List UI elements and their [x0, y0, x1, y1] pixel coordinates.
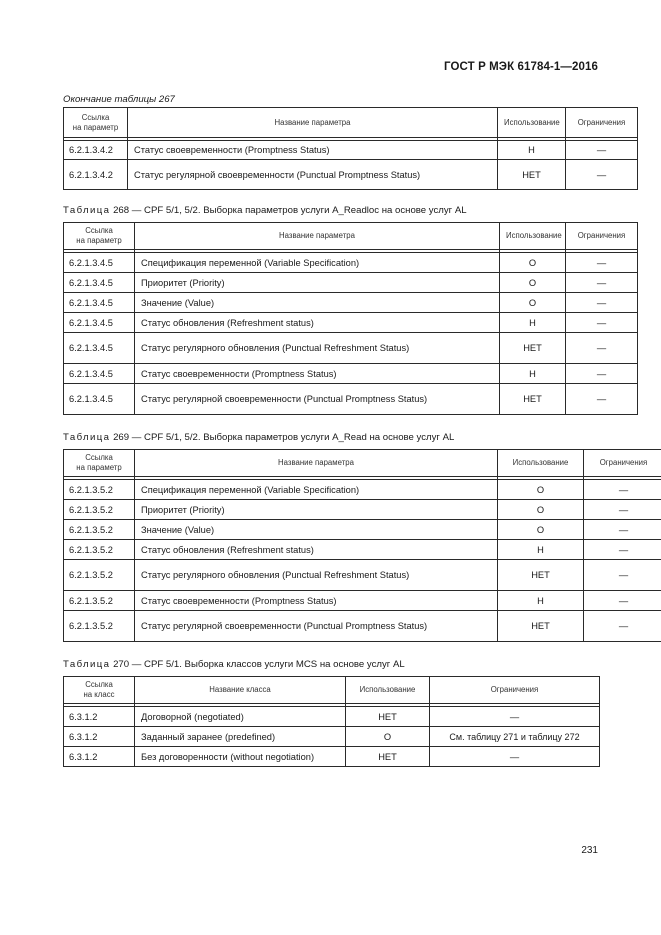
col-header-limits: Ограничения [584, 450, 661, 477]
cell-name: Статус своевременности (Promptness Status) [128, 141, 498, 160]
cell-limits: — [566, 333, 638, 364]
table-row [64, 560, 661, 591]
cell-usage: О [498, 480, 584, 500]
cell-name: Статус своевременности (Promptness Status) [135, 591, 498, 611]
cell-name: Статус обновления (Refreshment status) [135, 313, 500, 333]
cell-limits: — [566, 364, 638, 384]
cell-ref: 6.2.1.3.4.2 [64, 141, 128, 160]
table-269-caption: Таблица 269 — CPF 5/1, 5/2. Выборка параметров услуги A_Read на основе услуг AL [63, 432, 455, 443]
document-standard-header: ГОСТ Р МЭК 61784-1—2016 [444, 61, 598, 73]
table-270-caption: Таблица 270 — CPF 5/1. Выборка классов услуги MCS на основе услуг AL [63, 659, 405, 670]
col-header-ref: Ссылка на параметр [64, 223, 135, 250]
cell-usage: О [498, 500, 584, 520]
cell-usage: Н [500, 313, 566, 333]
page-number: 231 [581, 845, 598, 856]
cell-limits: — [584, 611, 661, 642]
table-row [64, 253, 638, 273]
col-header-name: Название класса [135, 677, 346, 704]
col-header-name: Название параметра [128, 108, 498, 138]
cell-name: Спецификация переменной (Variable Specification) [135, 253, 500, 273]
col-header-ref: Ссылка на класс [64, 677, 135, 704]
cell-usage: О [500, 293, 566, 313]
cell-name: Спецификация переменной (Variable Specification) [135, 480, 498, 500]
table-row [64, 313, 638, 333]
cell-ref: 6.3.1.2 [64, 747, 135, 767]
cell-name: Статус регулярного обновления (Punctual Refreshment Status) [135, 560, 498, 591]
cell-usage: НЕТ [498, 160, 566, 190]
cell-ref: 6.2.1.3.5.2 [64, 500, 135, 520]
cell-limits: — [566, 160, 638, 190]
table-row [64, 520, 661, 540]
cell-name: Заданный заранее (predefined) [135, 727, 346, 747]
cell-name: Статус обновления (Refreshment status) [135, 540, 498, 560]
cell-usage: НЕТ [498, 611, 584, 642]
cell-name: Статус регулярной своевременности (Punctual Promptness Status) [135, 384, 500, 415]
cell-usage: НЕТ [346, 707, 430, 727]
col-header-name: Название параметра [135, 450, 498, 477]
table-row [64, 480, 661, 500]
cell-ref: 6.2.1.3.5.2 [64, 520, 135, 540]
cell-name: Без договоренности (without negotiation) [135, 747, 346, 767]
table-header-row [64, 223, 638, 250]
cell-limits: — [584, 560, 661, 591]
cell-usage: НЕТ [500, 333, 566, 364]
cell-ref: 6.2.1.3.5.2 [64, 591, 135, 611]
cell-name: Статус регулярной своевременности (Punctual Promptness Status) [135, 611, 498, 642]
cell-ref: 6.2.1.3.5.2 [64, 611, 135, 642]
table-268 [63, 222, 638, 415]
cell-limits: — [566, 313, 638, 333]
table-row [64, 293, 638, 313]
cell-usage: НЕТ [498, 560, 584, 591]
cell-limits: — [584, 500, 661, 520]
cell-name: Значение (Value) [135, 293, 500, 313]
col-header-limits: Ограничения [566, 223, 638, 250]
cell-limits: — [584, 540, 661, 560]
table-row [64, 540, 661, 560]
cell-usage: О [498, 520, 584, 540]
cell-limits: См. таблицу 271 и таблицу 272 [430, 727, 600, 747]
cell-limits: — [566, 293, 638, 313]
col-header-limits: Ограничения [566, 108, 638, 138]
cell-name: Договорной (negotiated) [135, 707, 346, 727]
cell-ref: 6.2.1.3.4.5 [64, 364, 135, 384]
cell-usage: Н [500, 364, 566, 384]
cell-ref: 6.2.1.3.5.2 [64, 480, 135, 500]
table-header-row [64, 450, 661, 477]
cell-limits: — [566, 141, 638, 160]
col-header-ref: Ссылка на параметр [64, 450, 135, 477]
cell-name: Приоритет (Priority) [135, 500, 498, 520]
cell-usage: Н [498, 141, 566, 160]
table-270 [63, 676, 600, 767]
cell-limits: — [430, 707, 600, 727]
col-header-ref: Ссылка на параметр [64, 108, 128, 138]
table-row [64, 747, 600, 767]
cell-ref: 6.2.1.3.4.5 [64, 313, 135, 333]
cell-limits: — [584, 591, 661, 611]
cell-name: Статус своевременности (Promptness Status) [135, 364, 500, 384]
cell-usage: Н [498, 540, 584, 560]
table-row [64, 591, 661, 611]
col-header-usage: Использование [500, 223, 566, 250]
col-header-usage: Использование [498, 108, 566, 138]
cell-ref: 6.2.1.3.4.5 [64, 384, 135, 415]
cell-usage: О [500, 253, 566, 273]
table-row [64, 141, 638, 160]
table-row [64, 384, 638, 415]
table-row [64, 500, 661, 520]
cell-ref: 6.3.1.2 [64, 727, 135, 747]
continuation-caption: Окончание таблицы 267 [63, 94, 175, 105]
cell-ref: 6.2.1.3.4.5 [64, 293, 135, 313]
cell-limits: — [566, 253, 638, 273]
cell-ref: 6.2.1.3.4.5 [64, 333, 135, 364]
col-header-limits: Ограничения [430, 677, 600, 704]
cell-limits: — [430, 747, 600, 767]
cell-name: Статус регулярной своевременности (Punctual Promptness Status) [128, 160, 498, 190]
cell-ref: 6.2.1.3.4.5 [64, 273, 135, 293]
cell-limits: — [584, 520, 661, 540]
cell-usage: Н [498, 591, 584, 611]
cell-limits: — [566, 273, 638, 293]
table-row [64, 273, 638, 293]
cell-ref: 6.3.1.2 [64, 707, 135, 727]
table-row [64, 333, 638, 364]
col-header-name: Название параметра [135, 223, 500, 250]
table-header-row [64, 108, 638, 138]
table-267 [63, 107, 638, 190]
cell-usage: О [500, 273, 566, 293]
cell-name: Значение (Value) [135, 520, 498, 540]
table-row [64, 364, 638, 384]
cell-name: Статус регулярного обновления (Punctual Refreshment Status) [135, 333, 500, 364]
table-header-row [64, 677, 600, 704]
table-row [64, 611, 661, 642]
cell-ref: 6.2.1.3.4.2 [64, 160, 128, 190]
cell-ref: 6.2.1.3.5.2 [64, 560, 135, 591]
cell-ref: 6.2.1.3.4.5 [64, 253, 135, 273]
col-header-usage: Использование [498, 450, 584, 477]
table-269 [63, 449, 661, 642]
cell-usage: НЕТ [346, 747, 430, 767]
cell-limits: — [566, 384, 638, 415]
table-row [64, 707, 600, 727]
table-row [64, 160, 638, 190]
col-header-usage: Использование [346, 677, 430, 704]
cell-name: Приоритет (Priority) [135, 273, 500, 293]
cell-ref: 6.2.1.3.5.2 [64, 540, 135, 560]
table-268-caption: Таблица 268 — CPF 5/1, 5/2. Выборка параметров услуги A_Readloc на основе услуг AL [63, 205, 467, 216]
cell-limits: — [584, 480, 661, 500]
cell-usage: НЕТ [500, 384, 566, 415]
cell-usage: О [346, 727, 430, 747]
table-row [64, 727, 600, 747]
